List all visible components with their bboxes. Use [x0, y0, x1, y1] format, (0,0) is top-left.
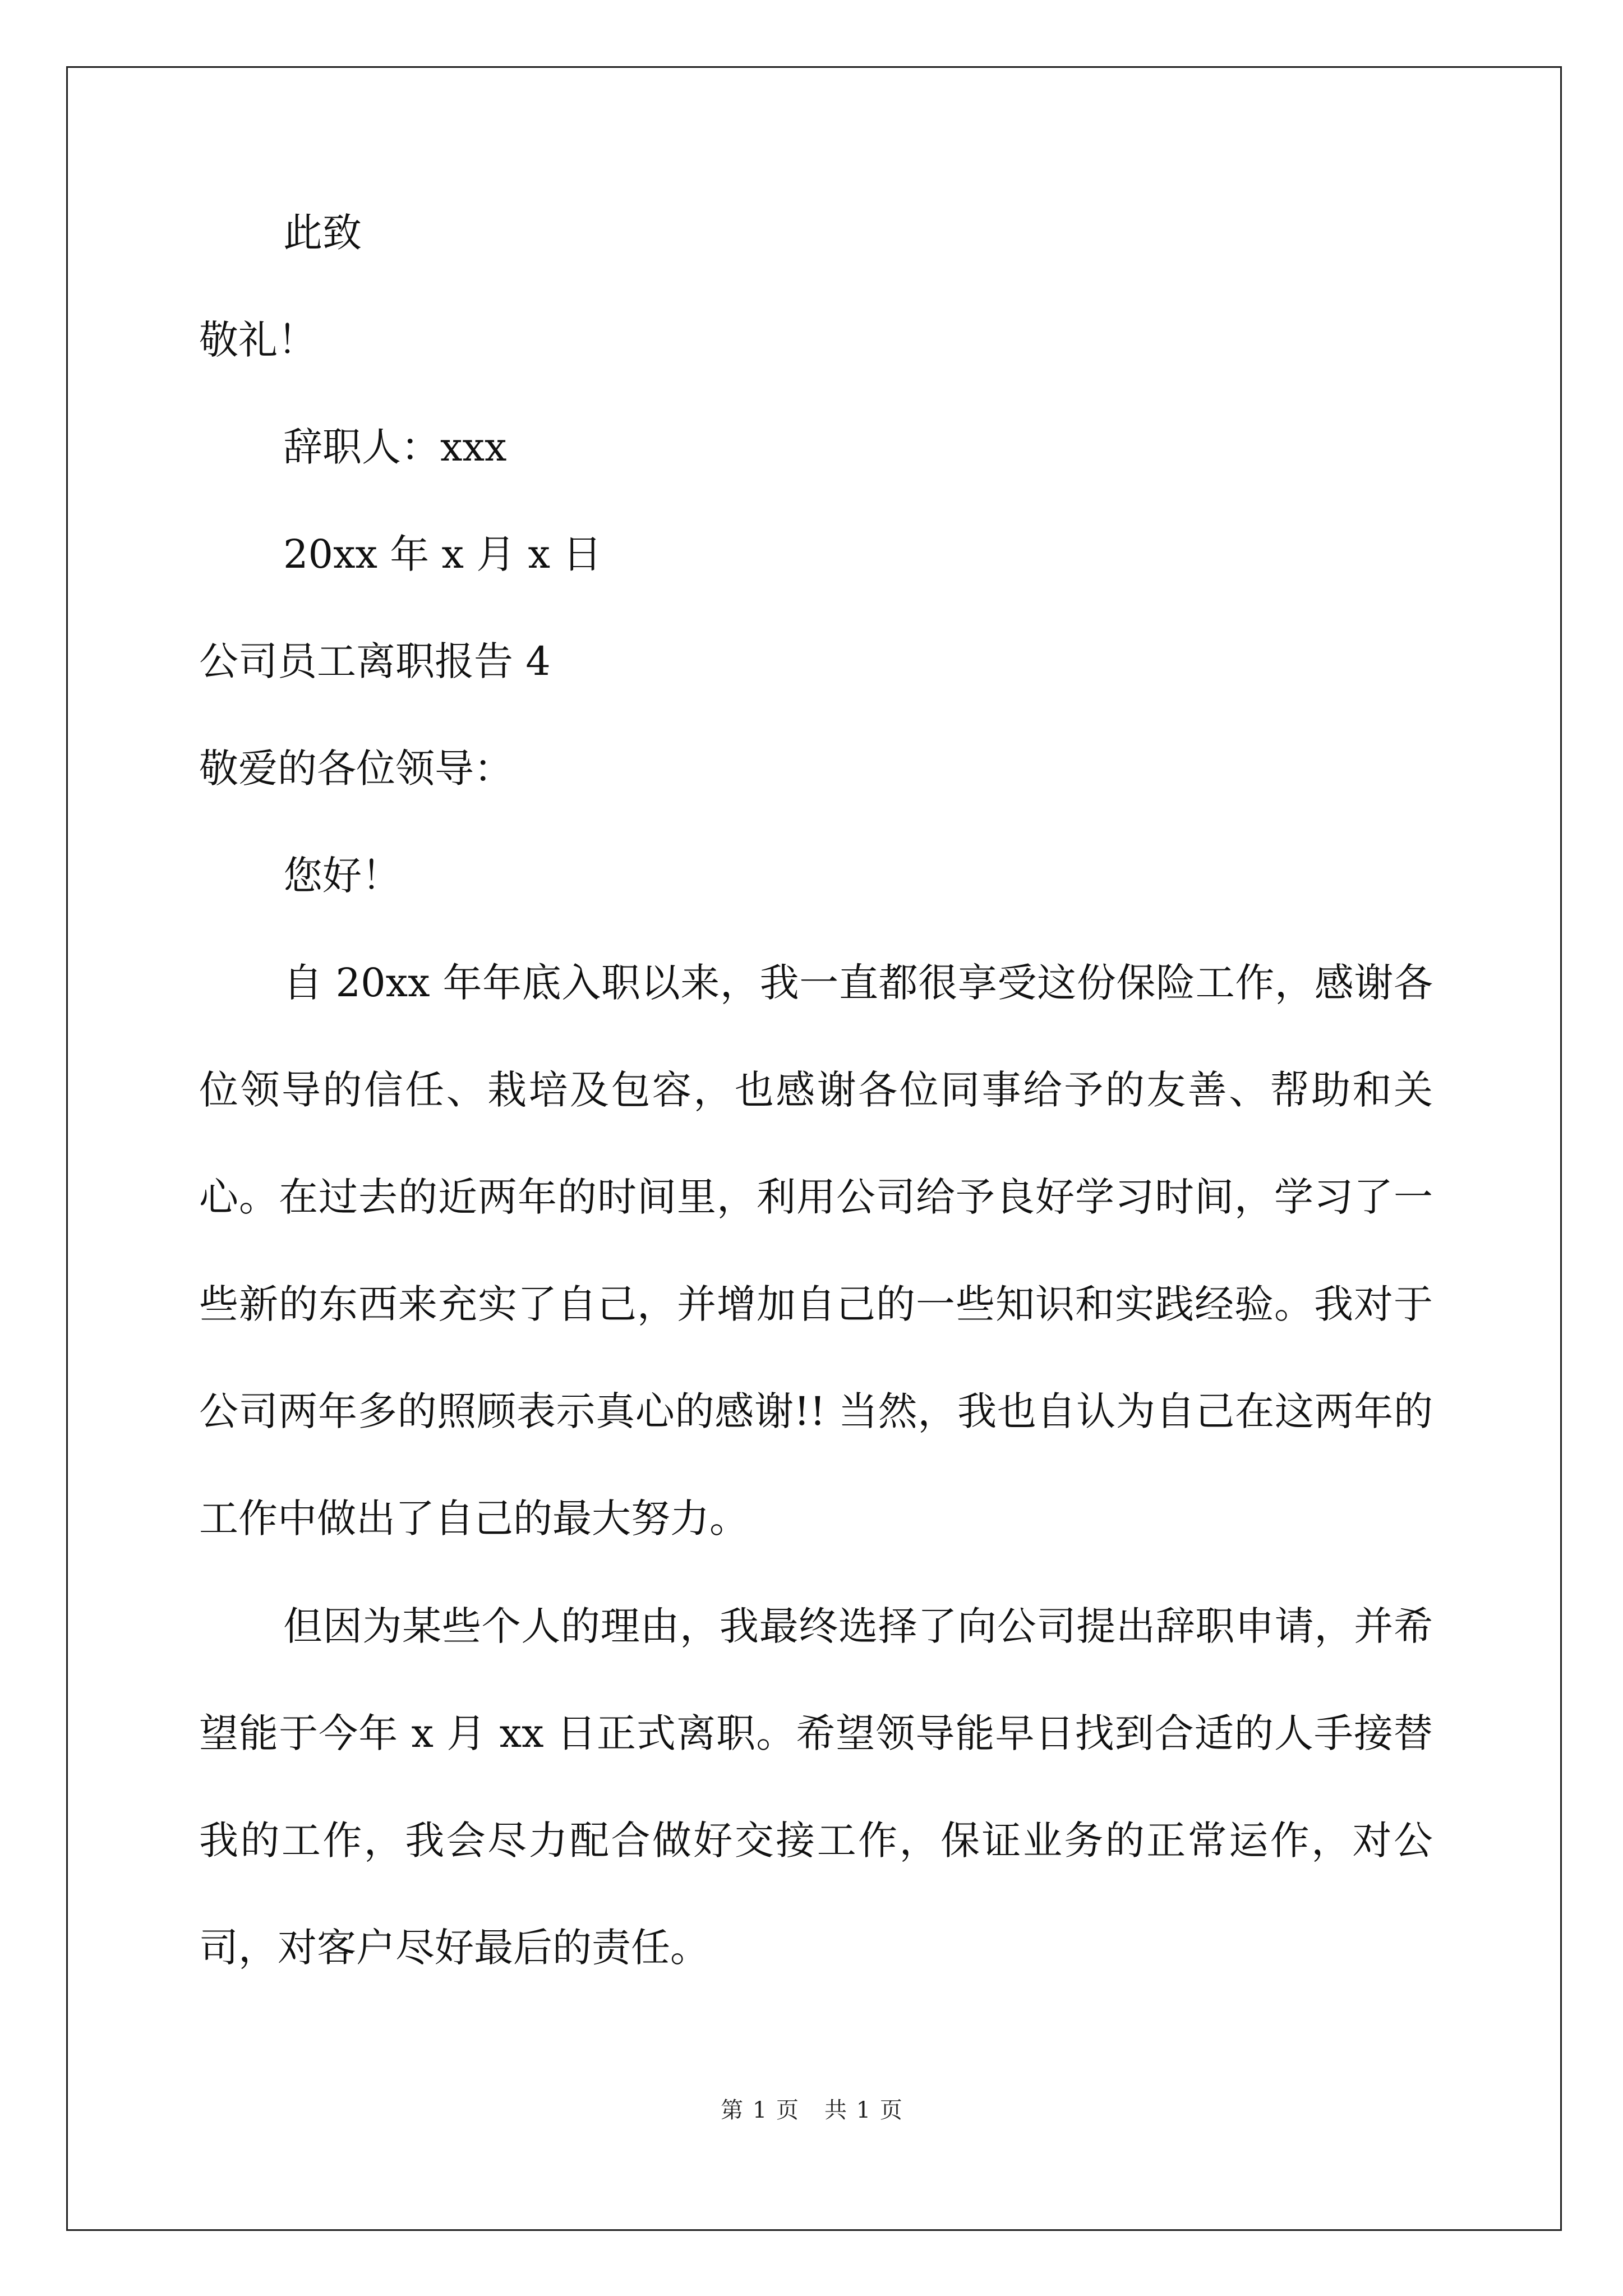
page-total: 共 1 页 [824, 2097, 902, 2123]
body-paragraph: 自 20xx 年年底入职以来，我一直都很享受这份保险工作，感谢各位领导的信任、栽培及包容，也感谢各位同事给予的友善、帮助和关心。在过去的近两年的时间里，利用公司给予良好学习时间，学习了一些新的东西来充实了自己，并增加自己的一些知识和实践经验。我对于公司两年多的照顾表示真心的感谢!! 当然，我也自认为自己在这两年的工作中做出了自己的最大努力。 [199, 960, 1433, 1542]
date: 20xx 年 x 月 x 日 [283, 531, 602, 577]
section-title: 公司员工离职报告 4 [199, 638, 551, 684]
greeting: 您好！ [283, 853, 401, 899]
body-paragraph: 但因为某些个人的理由，我最终选择了向公司提出辞职申请，并希望能于今年 x 月 xx 日正式离职。希望领导能早日找到合适的人手接替我的工作，我会尽力配合做好交接工作，保证业务的正常运作，对公司，对客户尽好最后的责任。 [199, 1603, 1433, 1971]
letter-body [199, 210, 1433, 2036]
signature: 辞职人：xxx [283, 424, 507, 470]
closing-salutation: 此致 [283, 210, 362, 256]
addressee: 敬爱的各位领导： [199, 746, 513, 792]
page-number: 第 1 页 [721, 2097, 799, 2123]
closing-regards: 敬礼！ [199, 317, 317, 363]
page-footer [0, 2092, 1623, 2124]
